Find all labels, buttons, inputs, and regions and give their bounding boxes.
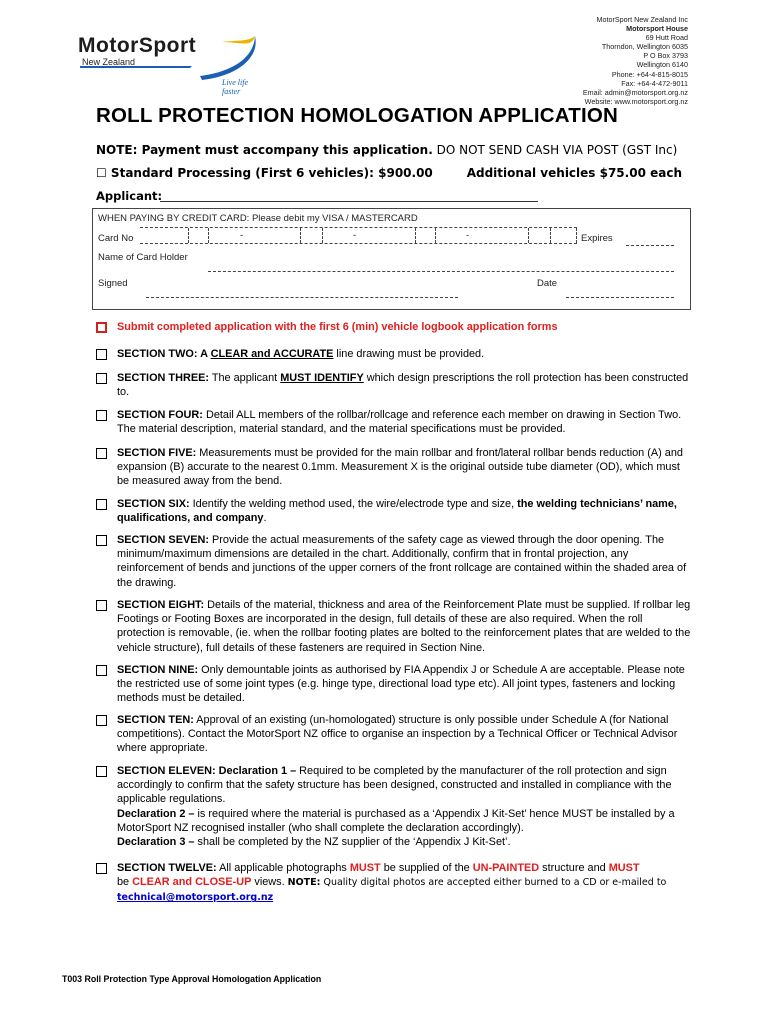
section-four-text <box>117 408 692 436</box>
s3-rest: which design prescriptions the roll protection has been constructed to. <box>117 372 689 399</box>
s11-d2-rest: is required where the material is purchased as a ‘Appendix J Kit-Set’ hence MUST be installed by a MotorSport NZ recognised installer (who shall complete the declaration accordingly). <box>117 807 675 834</box>
s11-label: SECTION ELEVEN: Declaration 1 – <box>117 765 297 777</box>
card-digit-sep <box>208 228 209 243</box>
checklist-item-section-ten <box>96 713 692 756</box>
submit-text: Submit completed application with the first 6 (min) vehicle logbook application forms <box>117 321 558 333</box>
address-city: Wellington 6140 <box>636 60 688 70</box>
page-title: ROLL PROTECTION HOMOLOGATION APPLICATION <box>96 104 619 127</box>
s7-label: SECTION SEVEN: <box>117 534 209 546</box>
address-phone: Phone: +64-4-815-8015 <box>611 69 688 79</box>
payment-note <box>96 143 677 157</box>
s12-must1: MUST <box>349 862 381 874</box>
checklist-item-section-six <box>96 497 692 525</box>
s8-label: SECTION EIGHT: <box>117 599 205 611</box>
s5-label: SECTION FIVE: <box>117 447 197 459</box>
s3-label: SECTION THREE: <box>117 372 209 384</box>
s3-pre: The applicant <box>208 372 281 384</box>
signed-input[interactable] <box>146 297 458 298</box>
checklist-item-section-five <box>96 446 692 489</box>
credit-card-title: WHEN PAYING BY CREDIT CARD: Please debit my VISA / MASTERCARD <box>98 213 418 224</box>
section-two-text <box>117 347 692 361</box>
card-digit-sep <box>300 228 301 243</box>
section-twelve-checkbox[interactable] <box>96 863 107 874</box>
section-ten-checkbox[interactable] <box>96 715 107 726</box>
s12-label: SECTION TWELVE: <box>117 862 217 874</box>
address-suburb: Thorndon, Wellington 6035 <box>601 42 688 52</box>
s12-be: be <box>117 876 133 889</box>
section-three-checkbox[interactable] <box>96 373 107 384</box>
card-holder-label: Name of Card Holder <box>98 252 188 263</box>
card-group-sep: - <box>466 230 470 241</box>
logo-tagline: Live life faster <box>222 78 248 96</box>
section-eight-text <box>117 598 692 655</box>
s9-label: SECTION NINE: <box>117 664 199 676</box>
checklist-item-section-twelve <box>96 861 692 906</box>
s11-d2-label: Declaration 2 – <box>117 807 195 820</box>
s3-underline: MUST IDENTIFY <box>280 372 364 384</box>
s6-label: SECTION SIX: <box>117 498 190 510</box>
s12-unpainted: UN-PAINTED <box>472 862 540 874</box>
card-no-top-line <box>140 227 577 228</box>
section-eleven-checkbox[interactable] <box>96 766 107 777</box>
address-org: MotorSport New Zealand Inc <box>596 15 688 24</box>
card-digit-sep <box>528 228 529 243</box>
s4-label: SECTION FOUR: <box>117 409 203 421</box>
section-twelve-text <box>117 861 692 906</box>
additional-vehicles-text: Additional vehicles $75.00 each <box>466 166 682 180</box>
applicant-label: Applicant: <box>96 189 163 203</box>
card-digit-sep <box>435 228 436 243</box>
card-digit-sep <box>322 228 323 243</box>
checklist-item-submit <box>96 320 692 334</box>
card-holder-input[interactable] <box>208 271 674 272</box>
card-digit-sep <box>550 228 551 243</box>
logo-sub-text: New Zealand <box>82 57 136 67</box>
s2-rest: line drawing must be provided. <box>333 348 485 360</box>
checklist-item-section-four <box>96 408 692 436</box>
section-nine-checkbox[interactable] <box>96 665 107 676</box>
section-eight-checkbox[interactable] <box>96 600 107 611</box>
note-bold: NOTE: Payment must accompany this application. <box>96 143 433 157</box>
s12-note-rest: Quality digital photos are accepted either burned to a CD or e-mailed to <box>320 877 667 889</box>
s10-label: SECTION TEN: <box>117 714 194 726</box>
s2-label: SECTION TWO: A <box>117 348 211 360</box>
section-eleven-text <box>117 764 692 849</box>
section-five-checkbox[interactable] <box>96 448 107 459</box>
s2-underline: CLEAR and ACCURATE <box>210 348 334 360</box>
card-group-sep: - <box>240 230 244 241</box>
address-email[interactable]: Email: admin@motorsport.org.nz <box>582 87 688 97</box>
address-website[interactable]: Website: www.motorsport.org.nz <box>584 96 688 106</box>
note-normal: DO NOT SEND CASH VIA POST (GST Inc) <box>436 143 678 157</box>
standard-processing-checkbox[interactable]: ☐ Standard Processing (First 6 vehicles): $900.00 <box>96 166 433 180</box>
s12-clear: CLEAR and CLOSE-UP <box>132 876 252 889</box>
logo-main-text: MotorSport <box>78 34 197 57</box>
s9-rest: Only demountable joints as authorised by FIA Appendix J or Schedule A are acceptable. Please note the restricted use of some joint types (e.g. hinge type, directional load type etc). All joint types, fasteners and locking methods must be detailed. <box>117 664 685 705</box>
card-group-sep: - <box>353 230 357 241</box>
section-three-text <box>117 371 692 399</box>
section-seven-checkbox[interactable] <box>96 535 107 546</box>
section-six-text <box>117 497 692 525</box>
card-no-label: Card No <box>98 233 134 244</box>
s11-rest: Required to be completed by the manufacturer of the roll protection and sign accordingly to confirm that the safety structure has been designed, constructed and installed in compliance with the applicable regulations. <box>117 765 672 806</box>
signed-label: Signed <box>98 278 128 289</box>
card-digit-sep <box>415 228 416 243</box>
s7-rest: Provide the actual measurements of the safety cage as viewed through the door opening. The minimum/maximum dimensions are detailed in the chart. Additionally, confirm that in frontal projection, any reinforcement of bends and junctions of the upper corners of the front rollcage are contained within the shaded area of the drawing. <box>117 534 687 589</box>
section-seven-text <box>117 533 692 590</box>
s6-bold: the welding technicians’ name, qualifications, and company <box>117 498 677 525</box>
submit-checkbox[interactable] <box>96 322 107 333</box>
checklist-item-section-two <box>96 347 692 361</box>
section-four-checkbox[interactable] <box>96 410 107 421</box>
section-two-checkbox[interactable] <box>96 349 107 360</box>
s10-rest: Approval of an existing (un-homologated) structure is only possible under Schedule A (for National competitions). Contact the MotorSport NZ office to organise an inspection by a Technical Officer or Technical Advisor where appropriate. <box>117 714 678 755</box>
address-building: Motorsport House <box>626 24 688 34</box>
expires-input[interactable] <box>626 245 674 246</box>
checklist-item-section-three <box>96 371 692 399</box>
expires-label: Expires <box>581 233 613 244</box>
date-label: Date <box>537 278 558 289</box>
s6-end: . <box>263 512 267 525</box>
section-ten-text <box>117 713 692 756</box>
s8-rest: Details of the material, thickness and area of the Reinforcement Plate must be supplied. If rollbar leg Footings or Footing Boxes are incorporated in the design, full details of these are also required. When the roll protection is removable, (ie. when the rollbar footing plates are bolted to the reinforcement plates that are welded to the vehicle structure), full details of these fasteners are required in Section Nine. <box>117 599 691 654</box>
footer-text: T003 Roll Protection Type Approval Homologation Application <box>62 974 322 984</box>
s12-mid2: structure and <box>539 862 609 874</box>
s6-rest: Identify the welding method used, the wire/electrode type and size, <box>189 498 518 510</box>
checklist-item-section-seven <box>96 533 692 590</box>
address-block <box>583 15 688 106</box>
checklist-item-section-eleven <box>96 764 692 849</box>
technical-email-link[interactable]: technical@motorsport.org.nz <box>117 892 274 904</box>
address-pobox: P O Box 3793 <box>643 51 688 61</box>
s12-views: views. <box>251 876 288 889</box>
card-digit-sep <box>576 228 577 243</box>
s11-d3-label: Declaration 3 – <box>117 836 195 849</box>
address-street: 69 Hutt Road <box>645 33 688 43</box>
s12-note-label: NOTE: <box>287 877 321 889</box>
motorsport-logo <box>72 28 267 96</box>
date-input[interactable] <box>566 297 674 298</box>
section-six-checkbox[interactable] <box>96 499 107 510</box>
s12-mid: be supplied of the <box>380 862 473 874</box>
address-fax: Fax: +64-4-472-9011 <box>621 78 688 88</box>
s12-pre: All applicable photographs <box>216 862 350 874</box>
checklist-item-section-eight <box>96 598 692 655</box>
s12-must2: MUST <box>608 862 640 874</box>
card-digit-sep <box>188 228 189 243</box>
s11-d3-rest: shall be completed by the NZ supplier of the ‘Appendix J Kit-Set’. <box>194 836 511 849</box>
checklist-item-section-nine <box>96 663 692 706</box>
card-no-input[interactable] <box>140 243 577 244</box>
s4-rest: Detail ALL members of the rollbar/rollcage and reference each member on drawing in Section Two. The material description, material standard, and the material specifications must be provided. <box>117 409 682 436</box>
applicant-input[interactable] <box>160 201 538 202</box>
section-five-text <box>117 446 692 489</box>
section-nine-text <box>117 663 692 706</box>
s5-rest: Measurements must be provided for the main rollbar and front/lateral rollbar bends reduction (A) and expansion (B) accurate to the nearest 0.1mm. Measurement X is the original outside tube diameter (OD), which must be measured away from the bend. <box>117 447 683 488</box>
